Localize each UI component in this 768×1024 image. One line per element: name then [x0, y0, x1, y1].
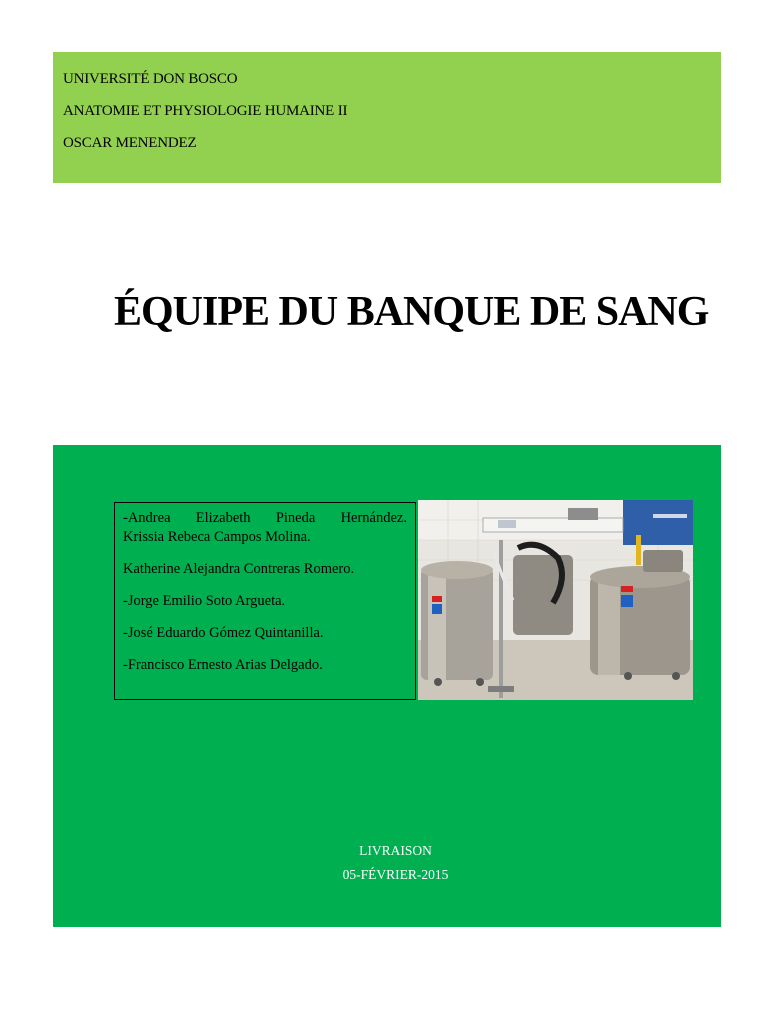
course-name: ANATOMIE ET PHYSIOLOGIE HUMAINE II: [63, 103, 348, 119]
professor-name: OSCAR MENENDEZ: [63, 135, 197, 151]
member-item: Krissia Rebeca Campos Molina.: [123, 529, 311, 545]
member-item: -Andrea Elizabeth Pineda Hernández.: [123, 510, 407, 526]
university-name: UNIVERSITÉ DON BOSCO: [63, 71, 238, 87]
document-title: ÉQUIPE DU BANQUE DE SANG: [114, 289, 709, 335]
member-item: -José Eduardo Gómez Quintanilla.: [123, 625, 324, 641]
members-list: [114, 502, 416, 700]
blood-bank-photo: [418, 500, 693, 700]
team-box: [53, 445, 721, 927]
member-item: Katherine Alejandra Contreras Romero.: [123, 561, 355, 577]
member-item: -Francisco Ernesto Arias Delgado.: [123, 657, 323, 673]
member-item: -Jorge Emilio Soto Argueta.: [123, 593, 286, 609]
header-box: [53, 52, 721, 183]
delivery-label: LIVRAISON: [359, 843, 432, 858]
delivery-date: 05-FÉVRIER-2015: [342, 867, 449, 882]
